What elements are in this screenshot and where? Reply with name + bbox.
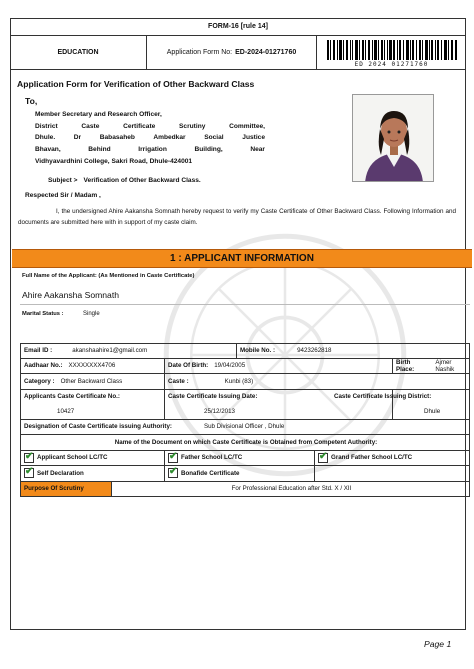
mobile-cell (237, 344, 471, 358)
document-self-declaration (21, 466, 165, 481)
table-row (20, 374, 470, 390)
salutation: Respected Sir / Madam , (25, 192, 101, 199)
aadhaar-value: XXXXXXXX4706 (68, 362, 116, 370)
purpose-label: Purpose Of Scrutiny (21, 482, 112, 497)
marital-status-value: Single (83, 311, 100, 317)
document-grandfather-school (315, 451, 471, 466)
cert-no-label: Applicants Caste Certificate No.: (24, 393, 120, 401)
document-father-school (165, 451, 315, 466)
table-row (20, 343, 470, 359)
dob-label: Date Of Birth: (168, 362, 209, 370)
form-title: FORM-16 [rule 14] (10, 18, 466, 36)
caste-label: Caste : (168, 377, 189, 385)
checkbox-checked-icon[interactable] (24, 468, 34, 478)
aadhaar-label: Aadhaar No.: (24, 362, 63, 370)
document-label: Self Declaration (37, 469, 84, 477)
caste-value: Kunbi (83) (224, 377, 254, 385)
category-value: Other Backward Class (60, 377, 123, 385)
table-row (20, 482, 470, 498)
table-row (20, 451, 470, 467)
barcode-icon (327, 40, 457, 60)
app-no-label: Application Form No: (166, 49, 233, 56)
full-name-label: Full Name of the Applicant: (As Mentioned in Caste Certificate) (22, 273, 195, 279)
application-number (147, 36, 317, 69)
checkbox-checked-icon[interactable] (168, 468, 178, 478)
subject-label: Subject > (48, 177, 78, 184)
address-line: Member Secretary and Research Officer, (35, 111, 162, 118)
department-label: EDUCATION (10, 36, 147, 69)
table-row (20, 359, 470, 375)
documents-heading: Name of the Document on which Caste Certificate is Obtained from Competent Authority: (114, 438, 378, 446)
purpose-value: For Professional Education after Std. X / XII (231, 485, 352, 493)
header-row (10, 36, 466, 70)
birthplace-cell (393, 359, 471, 374)
full-name-value: Ahire Aakansha Somnath (22, 290, 119, 300)
category-cell (21, 374, 165, 389)
birthplace-value: Ajmer Nashik (435, 358, 455, 373)
page-number: Page 1 (424, 639, 452, 649)
aadhaar-cell (21, 359, 165, 374)
section-applicant-information: 1 : APPLICANT INFORMATION (12, 249, 472, 268)
cert-district-value: Dhule (424, 407, 441, 415)
cert-date-value: 25/12/2013 (204, 407, 235, 415)
dob-cell (165, 359, 393, 374)
document-label: Applicant School LC/TC (37, 454, 108, 462)
app-no-value: ED-2024-01271760 (235, 49, 297, 56)
cert-no-value: 10427 (57, 407, 75, 415)
mobile-value: 9423262818 (297, 347, 332, 355)
cert-date-label: Caste Certificate Issuing Date: (168, 393, 258, 401)
table-row (20, 466, 470, 482)
email-label: Email ID : (24, 347, 53, 355)
document-label: Bonafide Certificate (181, 469, 240, 477)
mobile-label: Mobile No. : (240, 347, 276, 355)
email-cell (21, 344, 237, 358)
cert-district-label: Caste Certificate Issuing District: (334, 393, 432, 401)
to-label: To, (25, 96, 38, 106)
checkbox-checked-icon[interactable] (318, 453, 328, 463)
subject-line (48, 177, 201, 184)
dob-value: 19/04/2005 (214, 362, 246, 370)
address-line: Dhule. Dr Babasaheb Ambedkar Social Justice (35, 134, 265, 142)
authority-value: Sub Divisional Officer , Dhule (203, 423, 285, 431)
table-row (20, 435, 470, 451)
applicant-photo (352, 94, 434, 182)
document-label: Father School LC/TC (181, 454, 243, 462)
barcode-text: ED 2024 01271760 (354, 60, 429, 68)
email-value: akanshaahire1@gmail.com (72, 347, 148, 355)
cert-no-cell (21, 390, 165, 419)
authority-label: Designation of Caste Certificate issuing Authority: (24, 423, 172, 431)
authority-cell (21, 420, 471, 435)
address-line: District Caste Certificate Scrutiny Committee, (35, 122, 265, 130)
table-row (20, 420, 470, 436)
document-applicant-school (21, 451, 165, 466)
request-paragraph (18, 206, 456, 228)
caste-cell (165, 374, 471, 389)
cert-district-cell (334, 390, 471, 419)
checkbox-checked-icon[interactable] (168, 453, 178, 463)
document-label: Grand Father School LC/TC (331, 454, 413, 462)
barcode-cell (317, 36, 466, 69)
applicant-details-table (20, 343, 470, 497)
marital-status-label: Marital Status : (22, 311, 64, 317)
checkbox-checked-icon[interactable] (24, 453, 34, 463)
document-bonafide (165, 466, 315, 481)
address-line: Vidhyavardhini College, Sakri Road, Dhule-424001 (35, 157, 193, 165)
table-row (20, 390, 470, 420)
request-text: I, the undersigned Ahire Aakansha Somnath hereby request to verify my Caste Certificate of Other Backward Class. Following Information and documents are submitted here with in support of my caste claim. (18, 208, 456, 227)
address-line: Bhavan, Behind Irrigation Building, Near (35, 146, 265, 154)
subject-text: Verification of Other Backward Class. (83, 177, 201, 184)
address-block (35, 109, 265, 168)
form-heading: Application Form for Verification of Other Backward Class (17, 79, 255, 89)
birthplace-label: Birth Place: (396, 358, 415, 373)
category-label: Category : (24, 377, 55, 385)
